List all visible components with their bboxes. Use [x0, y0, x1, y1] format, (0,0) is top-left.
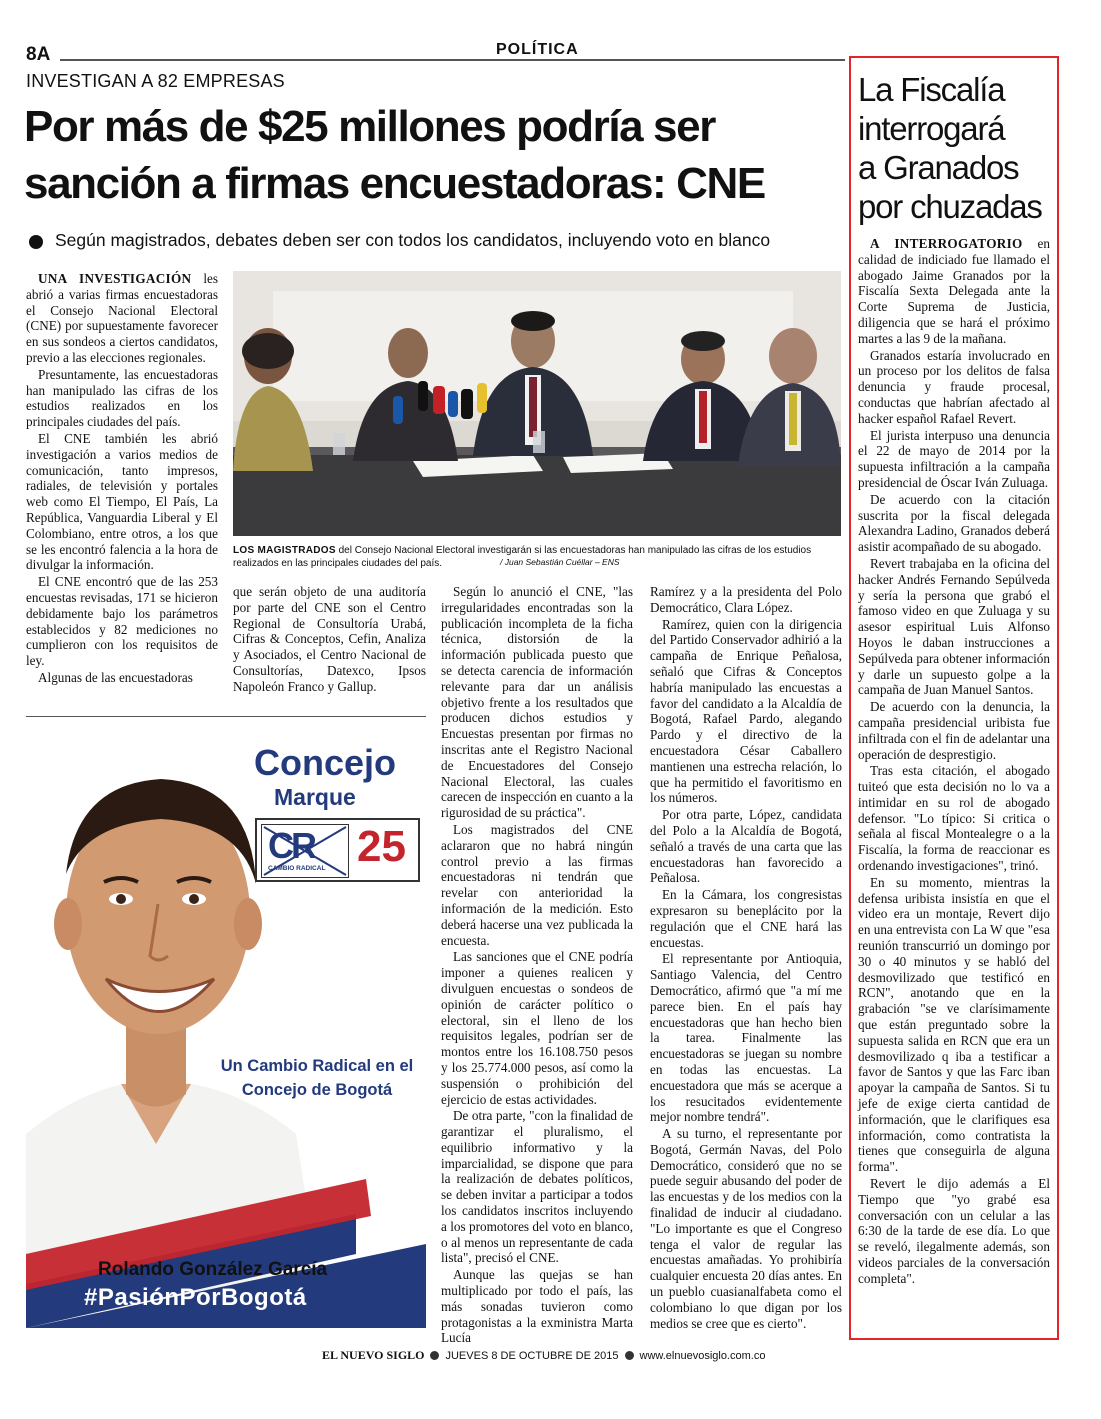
paragraph: De otra parte, "con la finalidad de garantizar el pluralismo, el equilibrio informativo y la imparcialidad, se dispone que para la realización de debates políticos, se deben invitar a participar a todos los candidatos inscritos incluyendo a los promotores del voto en blanco, o al menos un representante de cada lista", precisó el CNE. [441, 1108, 633, 1266]
paragraph: Ramírez y a la presidenta del Polo Democrático, Clara López. [650, 584, 842, 615]
paragraph: El representante por Antioquia, Santiago Valencia, del Centro Democrático, afirmó que "a mí me parece bien. En el país hay encuestadoras que han hecho bien la tarea. Finalmente las encuestadoras se juegan su nombre en todas las encuestas. La encuestadora que más se acerque a los resucitados evidentemente mejor nombre tendrá". [650, 951, 842, 1125]
party-logo: CR [268, 825, 314, 866]
header-rule [60, 59, 845, 61]
paragraph: Presuntamente, las encuestadoras han manipulado las cifras de los estudios realizados en los principales ciudades del país. [26, 366, 218, 430]
caption-lead: LOS MAGISTRADOS [233, 545, 336, 556]
sidebar-headline-line-2: interrogará [858, 110, 1005, 147]
sidebar-headline [858, 70, 1053, 226]
paragraph: Las sanciones que el CNE podría imponer a quienes realicen y divulguen encuestas o sondeos de opinión de carácter político o electoral, sin el lleno de los requisitos legales, podrían ser de montos entre los 16.108.750 pesos y los 25.774.000 pesos, así como la suspensión o prohibición del ejercicio de estas actividades. [441, 949, 633, 1107]
paragraph: Según lo anunció el CNE, "las irregularidades encontradas son la publicación incompleta de la ficha técnica, distorsión de la información publicada puesto que se detecta carencia de información relevante para dar un análisis objetivo frente a los resultados que producen dichos estudios y Encuestas presentan por firmas no inscritas ante el Registro Nacional de Encuestadores del Consejo Nacional Electoral, las cuales carecen de inspección en cuanto a la rigurosidad de su práctica". [441, 584, 633, 821]
paragraph: En la Cámara, los congresistas expresaron su beneplácito por la regulación que el CNE hará las encuestas. [650, 887, 842, 950]
paragraph: Revert trabajaba en la oficina del hacker Andrés Fernando Sepúlveda y sería la persona que grabó el famoso video en que Zuluaga y su asesor espiritual Luis Alfonso Hoyos le daban instrucciones a Sepúlveda para obtener información y darle un supuesto golpe a la campaña de Juan Manuel Santos. [858, 555, 1050, 698]
paragraph: De acuerdo con la denuncia, la campaña presidencial uribista fue infiltrada con el fin de adelantar una operación de desprestigio. [858, 699, 1050, 762]
paragraph: En su momento, mientras la defensa uribista insistía en que el video era un montaje, Revert dijo en una entrevista con La W que "esa reunión transcurrió un domingo por 30 o 40 minutos y se habló del desmovilizado que testificó en RCN", anotando que en la grabación "se ve clarísimamente que están preguntado sobre la supuesta salida en RCN que era un desmovilizado q iba a testificar a favor de Santos y que las Farc iban apoyar la campaña de Santos. Si tu jefe de exige cierta cantidad de información, que le clarifiques esa información, como contratista la tienes que conseguirla de alguna forma". [858, 874, 1051, 1175]
paragraph: A su turno, el representante por Bogotá, Germán Navas, del Polo Democrático, consideró que no se puede seguir abusando del poder de las encuestas y de los medios con la finalidad de inducir al ciudadano. "Lo importante es que el Congreso tenga el valor de regular las encuestas amañadas. Yo prohibiría cualquier encuesta 20 días antes. En un pueblo cuasianalfabeta como el colombiano lo que digan por los medios se cree que es cierto". [650, 1126, 842, 1331]
photo-credit: / Juan Sebastián Cuéllar – ENS [500, 557, 620, 567]
paragraph: Revert le dijo además a El Tiempo que "yo grabé esa conversación con un celular a las 6:30 de la tarde de ese día. Lo que se reveló, ilegalmente además, son videos parciales de la conversación completa". [858, 1176, 1050, 1286]
footer-brand: EL NUEVO SIGLO [322, 1348, 425, 1362]
footer [322, 1348, 765, 1363]
section-label: POLÍTICA [496, 41, 579, 58]
footer-url[interactable]: www.elnuevosiglo.com.co [639, 1349, 766, 1362]
paragraph: El CNE también les abrió investigación a varios medios de comunicación, tanto impresos, radiales, de televisión y portales web como El Tiempo, El País, La República, Vanguardia Liberal y El Colombiano, entre otros, a los que se les encontró falencia a la hora de divulgar la información. [26, 430, 218, 573]
sidebar-headline-line-3: a Granados [858, 149, 1019, 186]
headline-line-1: Por más de $25 millones podría ser [24, 102, 715, 151]
paragraph: en calidad de indiciado fue llamado el abogado Jaime Granados por la Fiscalía Sexta Delegada ante la Corte Suprema de Justicia, diligencia que se hará el próximo martes a las 9 de la mañana. [858, 236, 1050, 346]
column-1 [26, 271, 218, 687]
ad-top-rule [26, 716, 426, 717]
page-number: 8A [26, 44, 51, 65]
subhead-bullet-icon [29, 235, 43, 249]
footer-bullet-icon [625, 1351, 634, 1360]
paragraph: De acuerdo con la citación suscrita por la fiscal delegada Alexandra Ladino, Granados deberá asistir acompañado de su abogado. [858, 491, 1050, 555]
paragraph: Algunas de las encuestadoras [38, 669, 193, 685]
political-ad [26, 724, 426, 1328]
party-name: CAMBIO RADICAL [268, 865, 326, 872]
paragraph: El CNE encontró que de las 253 encuestas revisadas, 171 se hicieron debidamente bajo los parámetros establecidos y 82 mediciones no cumplieron con los requisitos de ley. [26, 574, 218, 669]
ad-slogan [212, 1054, 422, 1102]
paragraph: Los magistrados del CNE aclararon que no habrá ningún control previo a las firmas encuestadoras ni tendrán que revelar con anterioridad la información de la medición. Esto deberá hacerse una vez publicada la encuesta. [441, 821, 633, 948]
kicker: INVESTIGAN A 82 EMPRESAS [26, 71, 285, 91]
column-3 [441, 584, 633, 1347]
ad-title: Concejo [254, 742, 397, 783]
paragraph: Granados estaría involucrado en un proceso por los delitos de falsa denuncia y fraude procesal, conductas que habrían afectado al hacker español Rafael Revert. [858, 347, 1050, 426]
caption-text: del Consejo Nacional Electoral investigarán si las encuestadoras han manipulado las cifras de los estudios realizados en las principales ciudades del país. [233, 545, 812, 569]
party-logo-box [261, 824, 349, 878]
paragraph: Aunque las quejas se han multiplicado por todo el país, las más sonadas tuvieron como protagonistas a la exministra Marta Lucía [441, 1267, 633, 1346]
footer-date: JUEVES 8 DE OCTUBRE DE 2015 [445, 1349, 619, 1362]
paragraph: que serán objeto de una auditoría por parte del CNE son el Centro Regional de Consultoría Urabá, Cifras & Conceptos, Cefin, Analiza y Asociados, el Centro Nacional de Consultorías, Datexco, Ipsos Napoleón Franco y Gallup. [233, 584, 426, 694]
ballot-box [255, 818, 420, 882]
campaign-hashtag: #PasiónPorBogotá [84, 1284, 307, 1311]
lead-phrase: UNA INVESTIGACIÓN [38, 271, 192, 286]
paragraph: El jurista interpuso una denuncia el 22 de mayo de 2014 por la supuesta infiltración a la campaña presidencial de Óscar Iván Zuluaga. [858, 427, 1050, 490]
candidate-number: 25 [357, 822, 406, 871]
candidate-photo [26, 724, 426, 1328]
column-2-top [233, 584, 426, 696]
sidebar-headline-line-1: La Fiscalía [858, 71, 1005, 108]
paragraph: Ramírez, quien con la dirigencia del Partido Conservador adhirió a la campaña de Enrique Peñalosa, señaló que Cifras & Conceptos habría manipulado las encuestas a favor del candidato a la Alcaldía de Bogotá, Rafael Pardo, alegando Pardo y el directivo de la encuestadora César Caballero mantienen una estrecha relación, lo que ha permitido el favoritismo en los números. [650, 616, 842, 806]
paragraph: Tras esta citación, el abogado tuiteó que esta decisión no lo va a intimidar en su rol de abogado defensor. "Lo típico: Si critica o señala al fiscal Montealegre o a la Fiscalía, la forma de reaccionar es ordenando investigaciones", trinó. [858, 763, 1050, 874]
subhead: Según magistrados, debates deben ser con todos los candidatos, incluyendo voto en blanco [55, 230, 771, 250]
candidate-name: Rolando González García [98, 1259, 328, 1280]
news-photo [233, 271, 841, 536]
headline [24, 98, 844, 212]
sidebar-headline-line-4: por chuzadas [858, 188, 1042, 225]
photo-scene [233, 271, 841, 536]
ad-slogan-line-2: Concejo de Bogotá [241, 1081, 393, 1099]
ad-slogan-line-1: Un Cambio Radical en el [220, 1057, 414, 1075]
photo-caption [233, 544, 841, 570]
sidebar-body [858, 236, 1050, 1288]
paragraph: les abrió a varias firmas encuestadoras el Consejo Nacional Electoral (CNE) por supuestamente favorecer en sus sondeos a ciertos candidatos, previo a las elecciones regionales. [26, 271, 218, 365]
sidebar-lead: A INTERROGATORIO [870, 236, 1023, 251]
headline-line-2: sanción a firmas encuestadoras: CNE [24, 159, 765, 208]
column-4 [650, 584, 842, 1332]
footer-bullet-icon [430, 1351, 439, 1360]
ad-subtitle: Marque [274, 784, 356, 810]
paragraph: Por otra parte, López, candidata del Polo a la Alcaldía de Bogotá, señaló a través de una carta que las encuestadoras han favorecido a Peñalosa. [650, 807, 842, 886]
